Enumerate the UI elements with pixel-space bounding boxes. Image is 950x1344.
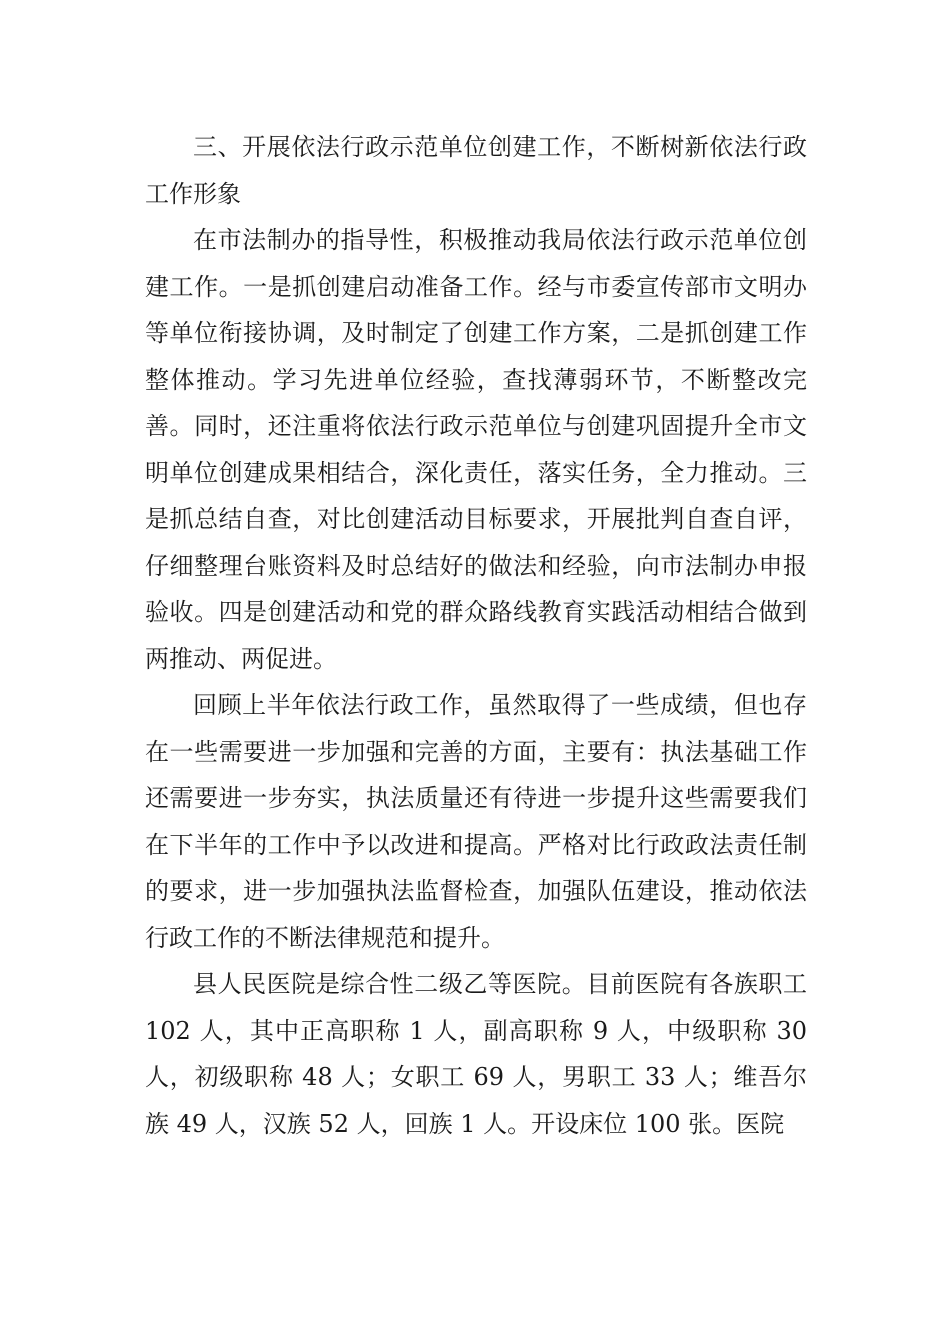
- paragraph-hospital: 县人民医院是综合性二级乙等医院。目前医院有各族职工 102 人，其中正高职称 1 人，副高职称 9 人，中级职称 30 人，初级职称 48 人；女职工 69 人，男职工 33 人；维吾尔族 49 人，汉族 52 人，回族 1 人。开设床位 100 张。医院: [145, 970, 807, 1138]
- section-heading: 三、开展依法行政示范单位创建工作，不断树新依法行政工作形象: [145, 133, 807, 208]
- document-body: [145, 124, 807, 1147]
- paragraph-demonstration-unit: 在市法制办的指导性，积极推动我局依法行政示范单位创建工作。一是抓创建启动准备工作。经与市委宣传部市文明办等单位衔接协调，及时制定了创建工作方案，二是抓创建工作整体推动。学习先进单位经验，查找薄弱环节，不断整改完善。同时，还注重将依法行政示范单位与创建巩固提升全市文明单位创建成果相结合，深化责任，落实任务，全力推动。三是抓总结自查，对比创建活动目标要求，开展批判自查自评，仔细整理台账资料及时总结好的做法和经验，向市法制办申报验收。四是创建活动和党的群众路线教育实践活动相结合做到两推动、两促进。: [145, 226, 807, 673]
- paragraph-review: 回顾上半年依法行政工作，虽然取得了一些成绩，但也存在一些需要进一步加强和完善的方面，主要有：执法基础工作还需要进一步夯实，执法质量还有待进一步提升这些需要我们在下半年的工作中予以改进和提高。严格对比行政政法责任制的要求，进一步加强执法监督检查，加强队伍建设，推动依法行政工作的不断法律规范和提升。: [145, 691, 807, 952]
